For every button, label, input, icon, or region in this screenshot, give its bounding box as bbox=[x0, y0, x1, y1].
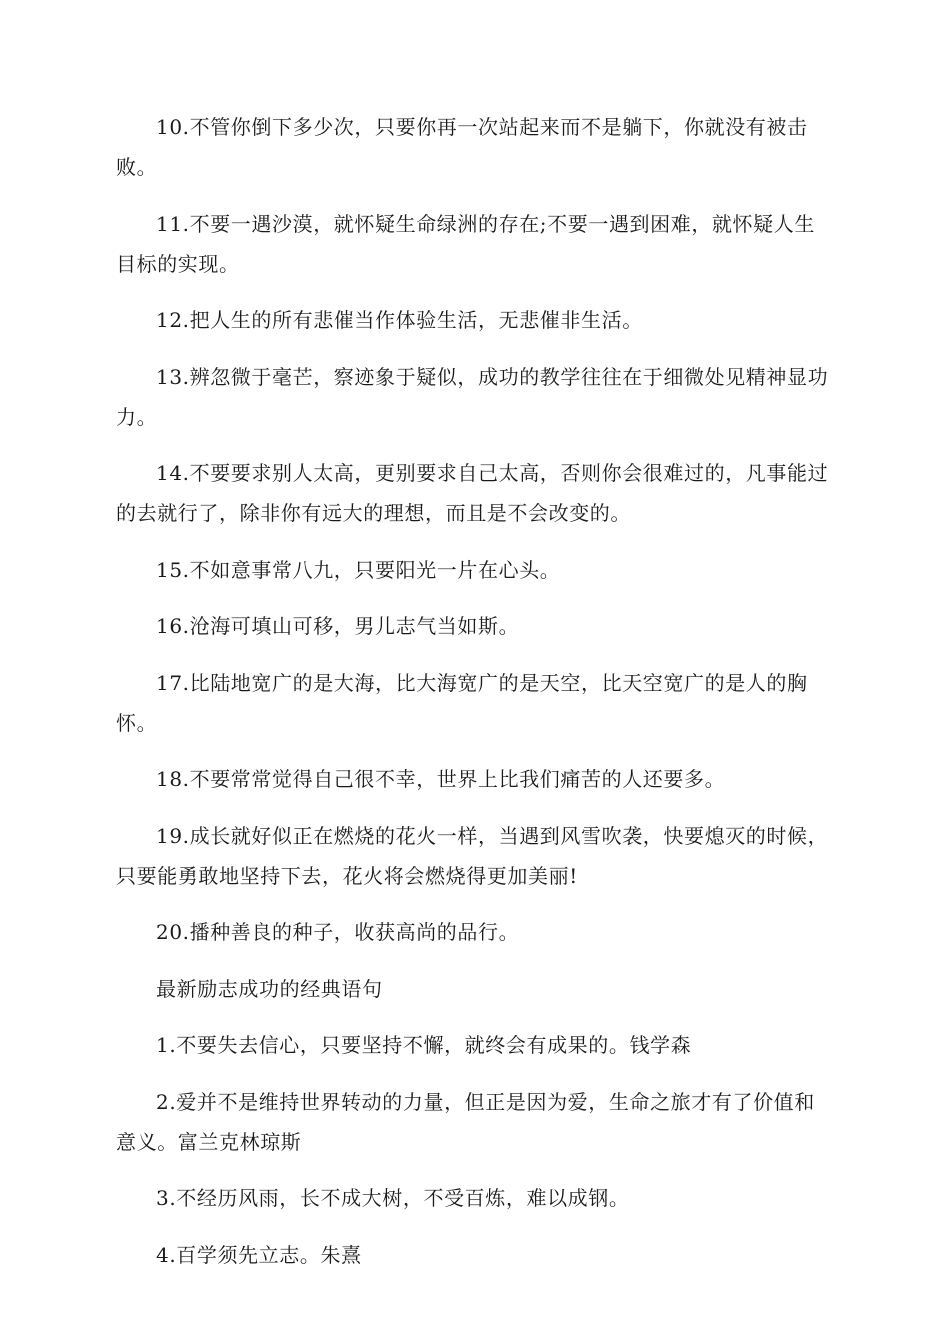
paragraph-16: 16.沧海可填山可移，男儿志气当如斯。 bbox=[156, 614, 520, 638]
document-body bbox=[116, 107, 834, 1291]
paragraph-18: 18.不要常常觉得自己很不幸，世界上比我们痛苦的人还要多。 bbox=[156, 767, 726, 791]
paragraph-11: 11.不要一遇沙漠，就怀疑生命绿洲的存在;不要一遇到困难，就怀疑人生目标的实现。 bbox=[116, 211, 815, 276]
paragraph-15: 15.不如意事常八九，只要阳光一片在心头。 bbox=[156, 557, 561, 582]
paragraph-14: 14.不要要求别人太高，更别要求自己太高，否则你会很难过的，凡事能过的去就行了，除非你有远大的理想，而且是不会改变的。 bbox=[116, 461, 829, 525]
paragraph-17: 17.比陆地宽广的是大海，比大海宽广的是天空，比天空宽广的是人的胸怀。 bbox=[116, 670, 808, 735]
section-heading: 最新励志成功的经典语句 bbox=[156, 976, 383, 1001]
quote-2: 2.爱并不是维持世界转动的力量，但正是因为爱，生命之旅才有了价值和意义。富兰克林琼斯 bbox=[116, 1089, 815, 1154]
quote-3: 3.不经历风雨，长不成大树，不受百炼，难以成钢。 bbox=[156, 1186, 630, 1210]
paragraph-20: 20.播种善良的种子，收获高尚的品行。 bbox=[156, 920, 520, 944]
quote-4: 4.百学须先立志。朱熹 bbox=[156, 1242, 362, 1267]
paragraph-13: 13.辨忽微于毫芒，察迹象于疑似，成功的教学往往在于细微处见精神显功力。 bbox=[116, 364, 829, 429]
paragraph-12: 12.把人生的所有悲催当作体验生活，无悲催非生活。 bbox=[156, 308, 643, 332]
quote-1: 1.不要失去信心，只要坚持不懈，就终会有成果的。钱学森 bbox=[156, 1033, 692, 1057]
paragraph-10: 10.不管你倒下多少次，只要你再一次站起来而不是躺下，你就没有被击败。 bbox=[116, 115, 808, 179]
paragraph-19: 19.成长就好似正在燃烧的花火一样，当遇到风雪吹袭，快要熄灭的时候，只要能勇敢地坚持下去，花火将会燃烧得更加美丽! bbox=[116, 823, 829, 888]
